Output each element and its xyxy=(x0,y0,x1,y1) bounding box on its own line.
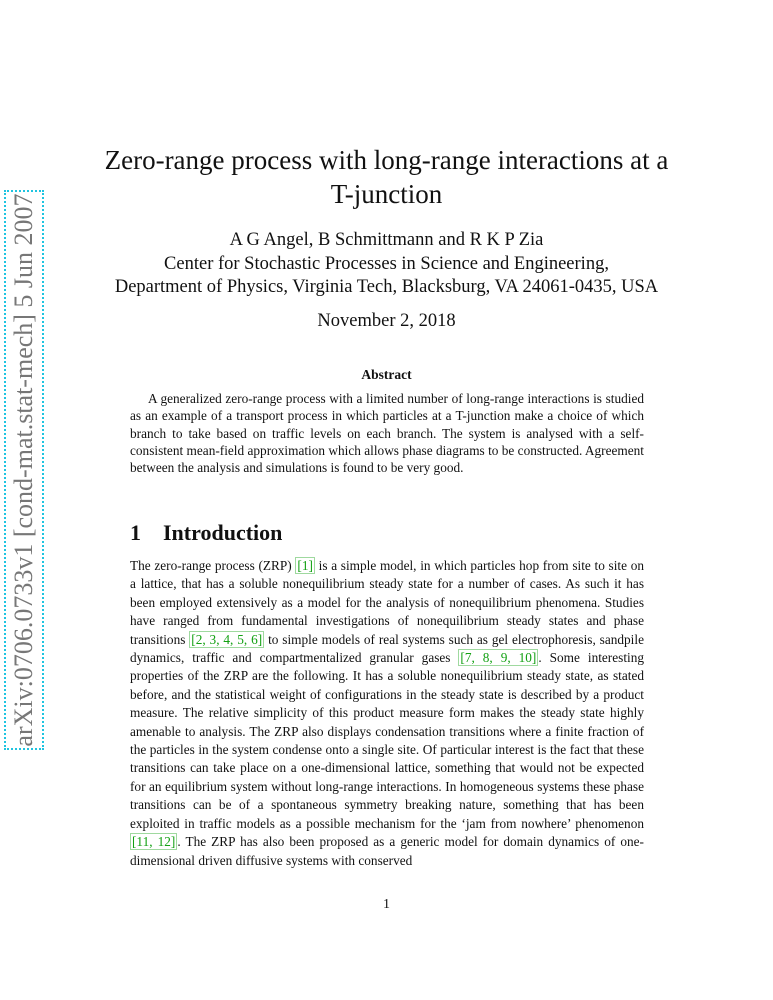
paper-title: Zero-range process with long-range interactions at a T-junction xyxy=(104,145,669,209)
intro-text-3: to simple models of real systems such as gel electrophoresis, sandpile dynamics, traffic and compartmentalized granular gases xyxy=(130,631,644,666)
paper-date: November 2, 2018 xyxy=(317,311,456,331)
intro-text-2: is a simple model, in which particles hop from site to site on a lattice, that has a soluble nonequilibrium steady state for a number of cases. As such it has been employed extensively as a model for the analysis of nonequilibrium phenomena. Studies have ranged from fundamental investigations of nonequilibrium steady states and phase transitions xyxy=(130,558,644,647)
affiliation-line-2: Department of Physics, Virginia Tech, Blacksburg, VA 24061-0435, USA xyxy=(114,277,659,297)
intro-text-5: . The ZRP has also been proposed as a generic model for domain dynamics of one-dimensional driven diffusive systems with conserved xyxy=(130,834,644,868)
citation-link[interactable]: [1] xyxy=(297,558,313,573)
abstract-text: A generalized zero-range process with a limited number of long-range interactions is studied as an example of a transport process in which particles at a T-junction make a choice of which branch to take based on traffic levels on each branch. The system is analysed with a self-consistent mean-field approximation which allows phase diagrams to be constructed. Agreement between the analysis and simulations is found to be very good. xyxy=(130,391,644,476)
citation-link[interactable]: [11, 12] xyxy=(132,834,176,850)
introduction-paragraph xyxy=(130,557,644,870)
intro-text-4: . Some interesting properties of the ZRP are the following. It has a soluble nonequilibrium steady state, as stated before, and the statistical weight of configurations in the steady state is described by a product measure. The relative simplicity of this product measure form makes the steady state highly amenable to analysis. The ZRP also displays condensation transitions where a finite fraction of the particles in the system condense onto a single site. Of particular interest is the fact that these transitions can take place on a one-dimensional lattice, something that would not be expected for an equilibrium system without long-range interactions. In homogeneous systems these phase transitions can be of a spontaneous symmetry breaking nature, something that has been exploited in traffic models as a possible mechanism for the ‘jam from nowhere’ phenomenon xyxy=(130,650,645,831)
arxiv-identifier-stamp[interactable]: arXiv:0706.0733v1 [cond-mat.stat-mech] 5 Jun 2007 xyxy=(4,190,44,750)
intro-text-1: The zero-range process (ZRP) xyxy=(130,558,296,573)
section-title: Introduction xyxy=(163,520,283,545)
citation-link[interactable]: [2, 3, 4, 5, 6] xyxy=(191,631,263,647)
affiliation-line-1: Center for Stochastic Processes in Science and Engineering, xyxy=(164,254,609,274)
section-number: 1 xyxy=(130,520,141,545)
author-list: A G Angel, B Schmittmann and R K P Zia xyxy=(229,230,544,250)
citation-link[interactable]: [7, 8, 9, 10] xyxy=(460,650,537,666)
abstract-heading: Abstract xyxy=(361,367,412,382)
section-heading xyxy=(130,519,282,547)
page-number: 1 xyxy=(383,897,390,912)
